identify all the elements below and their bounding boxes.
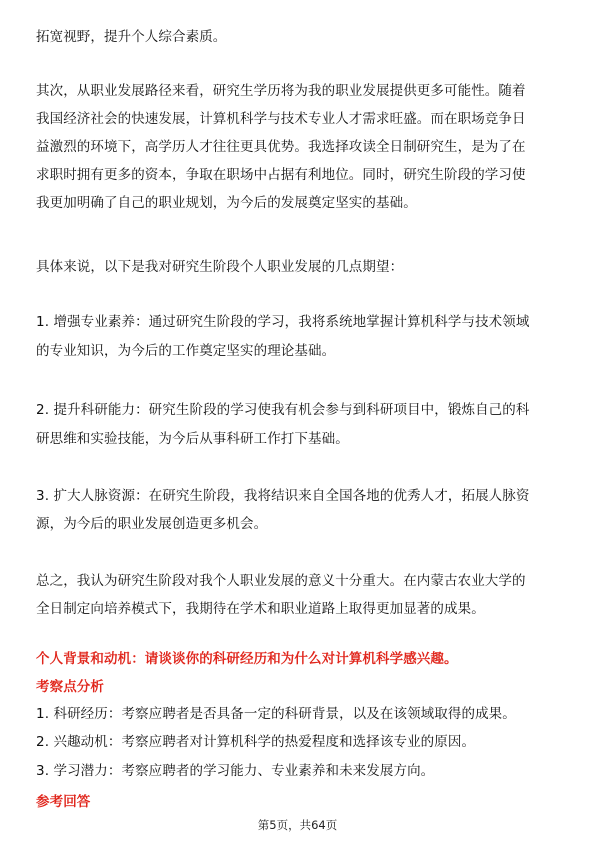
point-item: 3. 学习潜力：考察应聘者的学习能力、专业素养和未来发展方向。 bbox=[36, 763, 435, 779]
body-line: 益激烈的环境下，高学历人才往往更具优势。我选择攻读全日制研究生，是为了在 bbox=[36, 139, 526, 155]
answer-heading: 参考回答 bbox=[36, 794, 91, 810]
body-line: 我国经济社会的快速发展，计算机科学与技术专业人才需求旺盛。而在职场竞争日 bbox=[36, 111, 526, 127]
body-line: 其次，从职业发展路径来看，研究生学历将为我的职业发展提供更多可能性。随着 bbox=[36, 83, 526, 99]
body-line: 总之，我认为研究生阶段对我个人职业发展的意义十分重大。在内蒙古农业大学的 bbox=[36, 573, 526, 589]
list-item-line: 的专业知识，为今后的工作奠定坚实的理论基础。 bbox=[36, 343, 336, 359]
body-line: 我更加明确了自己的职业规划，为今后的发展奠定坚实的基础。 bbox=[36, 195, 417, 211]
list-item-line: 3. 扩大人脉资源：在研究生阶段，我将结识来自全国各地的优秀人才，拓展人脉资 bbox=[36, 488, 530, 504]
body-line: 求职时拥有更多的资本，争取在职场中占据有利地位。同时，研究生阶段的学习使 bbox=[36, 167, 526, 183]
body-line: 具体来说，以下是我对研究生阶段个人职业发展的几点期望： bbox=[36, 259, 404, 275]
list-item-line: 源，为今后的职业发展创造更多机会。 bbox=[36, 516, 268, 532]
page-number: 第5页，共64页 bbox=[257, 818, 338, 832]
list-item-line: 2. 提升科研能力：研究生阶段的学习使我有机会参与到科研项目中，锻炼自己的科 bbox=[36, 402, 530, 418]
points-heading: 考察点分析 bbox=[36, 679, 104, 695]
body-line: 拓宽视野，提升个人综合素质。 bbox=[36, 29, 227, 45]
list-item-line: 1. 增强专业素养：通过研究生阶段的学习，我将系统地掌握计算机科学与技术领域 bbox=[36, 314, 530, 330]
list-item-line: 研思维和实验技能，为今后从事科研工作打下基础。 bbox=[36, 431, 349, 447]
point-item: 1. 科研经历：考察应聘者是否具备一定的科研背景，以及在该领域取得的成果。 bbox=[36, 706, 516, 722]
point-item: 2. 兴趣动机：考察应聘者对计算机科学的热爱程度和选择该专业的原因。 bbox=[36, 734, 476, 750]
body-line: 全日制定向培养模式下，我期待在学术和职业道路上取得更加显著的成果。 bbox=[36, 601, 485, 617]
question-title: 个人背景和动机：请谈谈你的科研经历和为什么对计算机科学感兴趣。 bbox=[36, 651, 458, 667]
